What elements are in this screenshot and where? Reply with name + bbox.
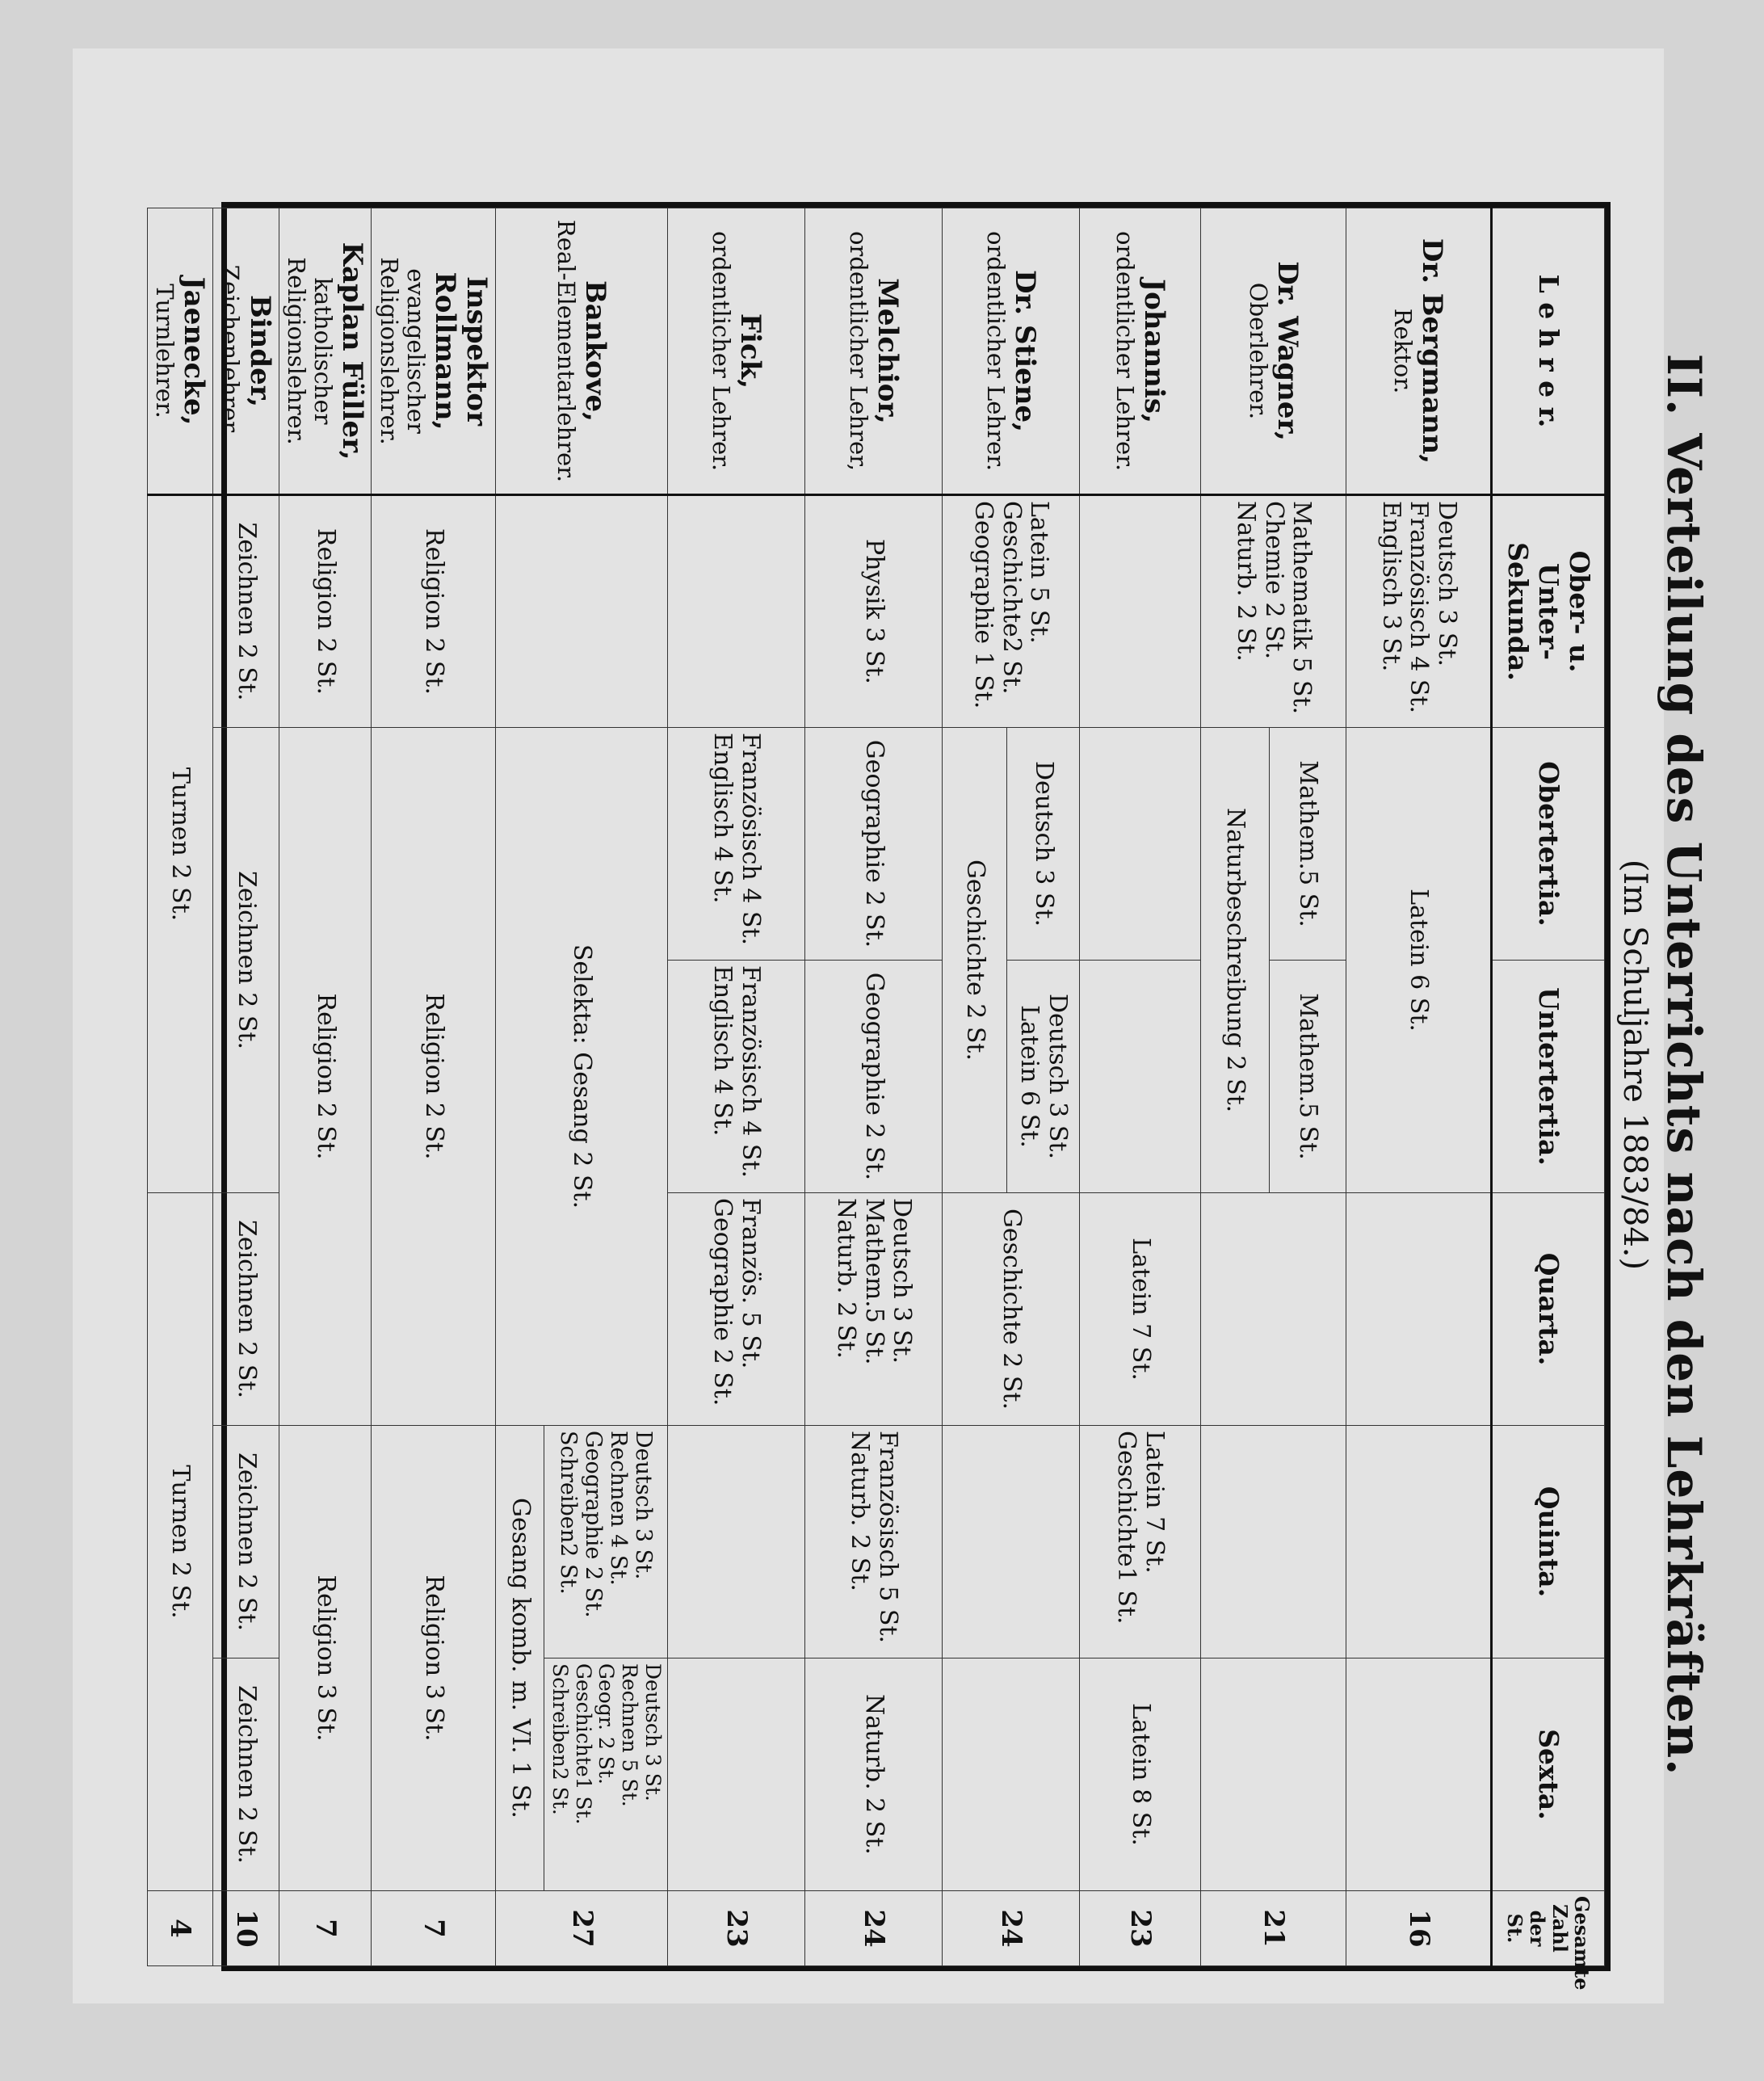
teacher-role: katholischer Religionslehrer.: [282, 257, 338, 445]
stiene-quarta: Geschichte 2 St.: [943, 1193, 1080, 1426]
page-subtitle: (Im Schuljahre 1883/84.): [1616, 859, 1653, 1271]
teacher-name: Jaenecke,: [178, 276, 211, 426]
table-row: [1007, 208, 1080, 1966]
fick-obertertia: Französisch 4 St. Englisch 4 St.: [668, 728, 805, 961]
stiene-tertia-geschichte: Geschichte 2 St.: [943, 728, 1007, 1193]
teacher-cell: [943, 208, 1080, 495]
bankove-selekta: Selekta: Gesang 2 St.: [496, 728, 668, 1426]
binder-quarta: Zeichnen 2 St.: [213, 1193, 279, 1426]
binder-quinta: Zeichnen 2 St.: [213, 1426, 279, 1658]
teacher-role: Real-Elementarlehrer.: [552, 219, 581, 483]
teacher-total: 7: [279, 1891, 372, 1966]
stiene-sekunda: Latein 5 St. Geschichte2 St. Geographie 1 St.: [943, 495, 1080, 728]
teacher-cell: [496, 208, 668, 495]
teacher-cell: [1201, 208, 1346, 495]
melchior-obertertia: Geographie 2 St.: [805, 728, 943, 961]
table-row: [805, 208, 943, 1966]
empty-cell: [496, 495, 668, 728]
header-quarta: Quarta.: [1492, 1193, 1605, 1426]
teacher-total: 10: [213, 1891, 279, 1966]
teacher-name: Dr. Wagner,: [1270, 261, 1304, 441]
empty-cell: [1346, 1193, 1492, 1426]
fick-untertertia: Französisch 4 St. Englisch 4 St.: [668, 961, 805, 1193]
empty-cell: [943, 1426, 1080, 1658]
wagner-obertertia: Mathem.5 St.: [1270, 728, 1346, 961]
fueller-tertia: Religion 2 St.: [279, 728, 372, 1426]
teacher-total: 4: [147, 1891, 212, 1966]
rollmann-quinta-sexta: Religion 3 St.: [372, 1426, 496, 1891]
teacher-name: Bankove,: [579, 280, 612, 422]
fueller-quinta-sexta: Religion 3 St.: [279, 1426, 372, 1891]
teacher-name: Binder,: [243, 294, 276, 408]
bankove-quinta: Deutsch 3 St. Rechnen 4 St. Geographie 2 St. Schreiben2 St.: [544, 1426, 668, 1658]
distribution-table-frame: [151, 202, 1611, 1991]
empty-cell: [668, 495, 805, 728]
binder-tertia: Zeichnen 2 St.: [213, 728, 279, 1193]
stiene-obertertia: Deutsch 3 St.: [1007, 728, 1080, 961]
teacher-total: 24: [943, 1891, 1080, 1966]
jaenecke-upper: Turnen 2 St.: [147, 495, 212, 1193]
empty-cell: [1346, 1426, 1492, 1658]
scanned-page: [73, 48, 1712, 2003]
bankove-gesang: Gesang komb. m. VI. 1 St.: [496, 1426, 544, 1891]
teacher-total: 27: [496, 1891, 668, 1966]
wagner-sekunda: Mathematik 5 St. Chemie 2 St. Naturb. 2 St.: [1201, 495, 1346, 728]
teacher-role: ordentlicher Lehrer.: [981, 230, 1010, 472]
empty-cell: [1201, 1658, 1346, 1891]
empty-cell: [1080, 961, 1201, 1193]
melchior-sekunda: Physik 3 St.: [805, 495, 943, 728]
header-teacher: L e h r e r.: [1492, 208, 1605, 495]
johannis-quarta: Latein 7 St.: [1080, 1193, 1201, 1426]
table-row: [1346, 208, 1492, 1966]
empty-cell: [1201, 1193, 1346, 1426]
table-row: [279, 208, 372, 1966]
empty-cell: [668, 1426, 805, 1658]
teacher-name: Inspektor Rollmann,: [429, 271, 494, 431]
header-obertertia: Obertertia.: [1492, 728, 1605, 961]
teacher-role: ordentlicher Lehrer.: [707, 230, 735, 472]
johannis-quinta: Latein 7 St. Geschichte1 St.: [1080, 1426, 1201, 1658]
table-row: [372, 208, 496, 1966]
teacher-role: evangelischer Religionslehrer.: [375, 257, 430, 445]
teacher-role: ordentlicher Lehrer.: [1111, 230, 1139, 472]
fueller-sekunda: Religion 2 St.: [279, 495, 372, 728]
teacher-cell: [279, 208, 372, 495]
empty-cell: [943, 1658, 1080, 1891]
teacher-name: Melchior,: [871, 278, 904, 424]
bankove-sexta: Deutsch 3 St. Rechnen 5 St. Geogr. 2 St. Geschichte1 St. Schreiben2 St.: [544, 1658, 668, 1891]
teacher-cell: [147, 208, 212, 495]
melchior-untertertia: Geographie 2 St.: [805, 961, 943, 1193]
header-untertertia: Untertertia.: [1492, 961, 1605, 1193]
bergmann-tertia: Latein 6 St.: [1346, 728, 1492, 1193]
teacher-role: ordentlicher Lehrer,: [844, 230, 872, 472]
empty-cell: [1346, 1658, 1492, 1891]
teacher-name: Johannis,: [1137, 279, 1170, 423]
table-row: [544, 208, 668, 1966]
teacher-cell: [668, 208, 805, 495]
teacher-name: Kaplan Füller,: [336, 242, 369, 460]
teacher-cell: [1346, 208, 1492, 495]
header-total: Gesamte Zahl der St.: [1492, 1891, 1605, 1966]
teacher-total: 24: [805, 1891, 943, 1966]
empty-cell: [668, 1658, 805, 1891]
stiene-untertertia: Deutsch 3 St. Latein 6 St.: [1007, 961, 1080, 1193]
teacher-role: Turnlehrer.: [151, 284, 179, 418]
header-row: [1492, 208, 1605, 1966]
teacher-role: Rektor.: [1389, 308, 1418, 394]
empty-cell: [1080, 728, 1201, 961]
teacher-role: Zeichenlehrer.: [216, 264, 245, 438]
table-row: [668, 208, 805, 1966]
teacher-total: 23: [668, 1891, 805, 1966]
wagner-tertia-naturb: Naturbeschreibung 2 St.: [1201, 728, 1270, 1193]
rollmann-tertia: Religion 2 St.: [372, 728, 496, 1426]
teacher-cell: [1080, 208, 1201, 495]
teacher-name: Dr. Stiene,: [1008, 270, 1041, 432]
header-quinta: Quinta.: [1492, 1426, 1605, 1658]
teacher-role: Oberlehrer.: [1244, 282, 1272, 420]
table-row: [213, 208, 279, 1966]
empty-cell: [1080, 495, 1201, 728]
melchior-quinta: Französisch 5 St. Naturb. 2 St.: [805, 1426, 943, 1658]
binder-sexta: Zeichnen 2 St.: [213, 1658, 279, 1891]
empty-cell: [1201, 1426, 1346, 1658]
page-title: II. Verteilung des Unterrichts nach den Lehrkräften.: [1657, 353, 1712, 1776]
teacher-cell: [372, 208, 496, 495]
teacher-total: 16: [1346, 1891, 1492, 1966]
teacher-cell: [213, 208, 279, 495]
teacher-total: 7: [372, 1891, 496, 1966]
melchior-quarta: Deutsch 3 St. Mathem.5 St. Naturb. 2 St.: [805, 1193, 943, 1426]
teacher-cell: [805, 208, 943, 495]
bergmann-sekunda: Deutsch 3 St. Französisch 4 St. Englisch 3 St.: [1346, 495, 1492, 728]
distribution-table: [147, 208, 1605, 1991]
fick-quarta: Französ. 5 St. Geographie 2 St.: [668, 1193, 805, 1426]
jaenecke-lower: Turnen 2 St.: [147, 1193, 212, 1891]
wagner-untertertia: Mathem.5 St.: [1270, 961, 1346, 1193]
title-block: [1616, 48, 1712, 2081]
binder-sekunda: Zeichnen 2 St.: [213, 495, 279, 728]
teacher-total: 21: [1201, 1891, 1346, 1966]
header-sexta: Sexta.: [1492, 1658, 1605, 1891]
johannis-sexta: Latein 8 St.: [1080, 1658, 1201, 1891]
table-row: [1270, 208, 1346, 1966]
melchior-sexta: Naturb. 2 St.: [805, 1658, 943, 1891]
table-row: [147, 208, 212, 1966]
teacher-name: Fick,: [733, 313, 766, 389]
header-sekunda: Ober- u. Unter-Sekunda.: [1492, 495, 1605, 728]
teacher-total: 23: [1080, 1891, 1201, 1966]
rollmann-sekunda: Religion 2 St.: [372, 495, 496, 728]
table-row: [1080, 208, 1201, 1966]
rotated-content: [73, 48, 1764, 2081]
teacher-name: Dr. Bergmann,: [1416, 238, 1449, 465]
